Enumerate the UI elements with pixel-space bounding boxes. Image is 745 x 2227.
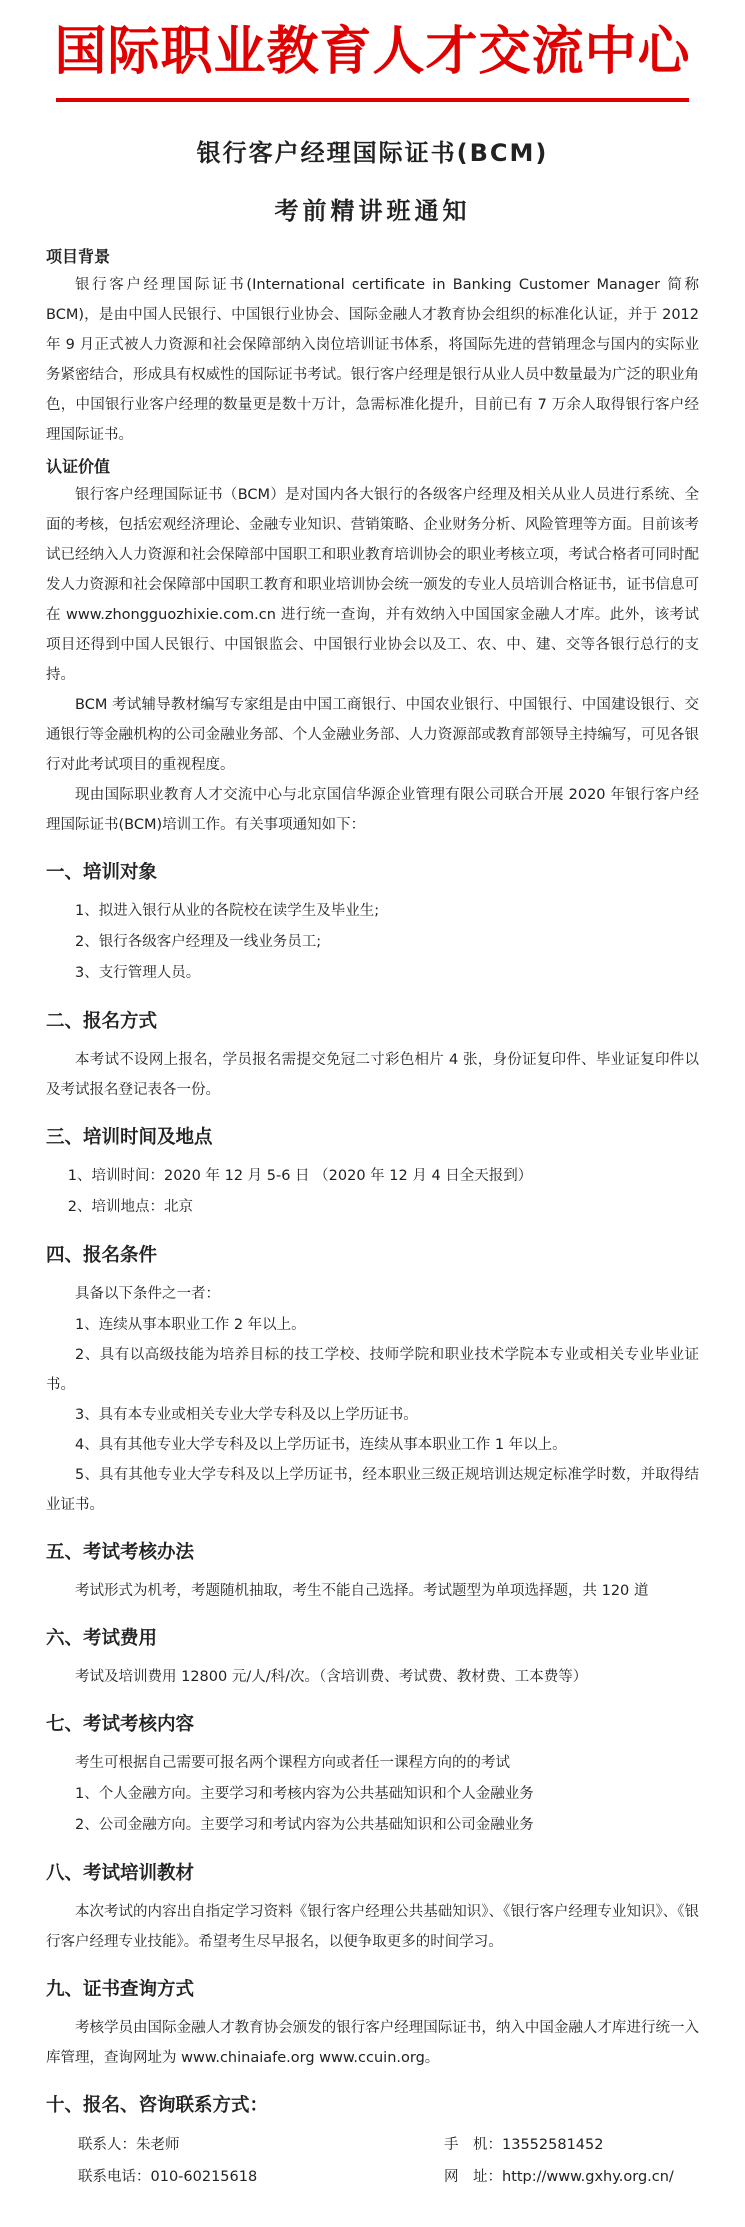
section-3-title: 三、培训时间及地点 — [46, 1127, 213, 1148]
contact-mobile: 手 机：13552581452 — [444, 2137, 604, 2153]
contact-row — [46, 2161, 699, 2193]
list-item: 4、具有其他专业大学专科及以上学历证书，连续从事本职业工作 1 年以上。 — [75, 1437, 567, 1453]
background-text: 银行客户经理国际证书(International certificate in Banking Customer Manager 简称 BCM)，是由中国人民银行、中国银行业协会、国际金融人才教育协会组织的标准化认证，并于 2012 年 9 月正式被人力资源和社会保障部纳入岗位培训证书体系，将国际先进的营销理念与国内的实际业务紧密结合，形成具有权威性的国际证书考试。银行客户经理是银行从业人员中数量最为广泛的职业角色，中国银行业客户经理的数量更是数十万计，急需标准化提升，目前已有 7 万余人取得银行客户经理国际证书。 — [46, 277, 699, 443]
org-banner: 国际职业教育人才交流中心 — [54, 22, 691, 82]
list-item: 3、具有本专业或相关专业大学专科及以上学历证书。 — [75, 1407, 418, 1423]
banner-divider — [56, 98, 689, 102]
list-item: 2、银行各级客户经理及一线业务员工; — [75, 934, 322, 950]
value-label: 认证价值 — [46, 457, 111, 476]
list-item: 1、个人金融方向。主要学习和考核内容为公共基础知识和个人金融业务 — [75, 1786, 534, 1802]
contact-phone: 联系电话：010-60215618 — [78, 2169, 258, 2185]
section-5-text: 考试形式为机考，考题随机抽取，考生不能自己选择。考试题型为单项选择题，共 120 道 — [75, 1583, 649, 1599]
list-item: 3、支行管理人员。 — [75, 965, 201, 981]
notice-title: 银行客户经理国际证书(BCM) — [196, 139, 549, 167]
section-6-text: 考试及培训费用 12800 元/人/科/次。（含培训费、考试费、教材费、工本费等） — [75, 1669, 588, 1685]
section-5-title: 五、考试考核办法 — [46, 1542, 195, 1563]
list-item: 2、公司金融方向。主要学习和考试内容为公共基础知识和公司金融业务 — [75, 1817, 534, 1833]
list-item: 2、培训地点：北京 — [67, 1199, 193, 1215]
section-9-text: 考核学员由国际金融人才教育协会颁发的银行客户经理国际证书，纳入中国金融人才库进行统一入库管理，查询网址为 www.chinaiafe.org www.ccuin.org。 — [46, 2020, 699, 2066]
section-1-title: 一、培训对象 — [46, 862, 158, 883]
section-8-title: 八、考试培训教材 — [46, 1863, 195, 1884]
contact-website-link[interactable]: 网 址：http://www.gxhy.org.cn/ — [444, 2169, 674, 2185]
section-2-title: 二、报名方式 — [46, 1011, 158, 1032]
value-paragraph-2: BCM 考试辅导教材编写专家组是由中国工商银行、中国农业银行、中国银行、中国建设银行、交通银行等金融机构的公司金融业务部、个人金融业务部、人力资源部或教育部领导主持编写，可见各银行对此考试项目的重视程度。 — [46, 697, 699, 773]
section-7-intro: 考生可根据自己需要可报名两个课程方向或者任一课程方向的的考试 — [75, 1755, 510, 1771]
section-6-title: 六、考试费用 — [46, 1628, 158, 1649]
value-paragraph-1: 银行客户经理国际证书（BCM）是对国内各大银行的各级客户经理及相关从业人员进行系统、全面的考核，包括宏观经济理论、金融专业知识、营销策略、企业财务分析、风险管理等方面。目前该考试已经纳入人力资源和社会保障部中国职工和职业教育培训协会的职业考核立项，考试合格者可同时配发人力资源和社会保障部中国职工教育和职业培训协会统一颁发的专业人员培训合格证书，证书信息可在 www.zhongguozhixie.com.cn 进行统一查询，并有效纳入中国国家金融人才库。此外，该考试项目还得到中国人民银行、中国银监会、中国银行业协会以及工、农、中、建、交等各银行总行的支持。 — [46, 487, 699, 683]
section-10-title: 十、报名、咨询联系方式： — [46, 2095, 269, 2116]
section-4-title: 四、报名条件 — [46, 1245, 158, 1266]
section-2-text: 本考试不设网上报名，学员报名需提交免冠二寸彩色相片 4 张，身份证复印件、毕业证复印件以及考试报名登记表各一份。 — [46, 1052, 699, 1098]
section-8-text: 本次考试的内容出自指定学习资料《银行客户经理公共基础知识》、《银行客户经理专业知识》、《银行客户经理专业技能》。希望考生尽早报名，以便争取更多的时间学习。 — [46, 1904, 699, 1950]
section-9-title: 九、证书查询方式 — [46, 1979, 195, 2000]
list-item: 2、具有以高级技能为培养目标的技工学校、技师学院和职业技术学院本专业或相关专业毕业证书。 — [46, 1347, 699, 1393]
section-4-intro: 具备以下条件之一者： — [75, 1286, 220, 1302]
section-7-title: 七、考试考核内容 — [46, 1714, 195, 1735]
notice-subtitle: 考前精讲班通知 — [274, 197, 471, 225]
contact-row — [46, 2129, 699, 2161]
list-item: 1、拟进入银行从业的各院校在读学生及毕业生; — [75, 903, 380, 919]
contact-person: 联系人：朱老师 — [78, 2137, 180, 2153]
list-item: 1、连续从事本职业工作 2 年以上。 — [75, 1317, 306, 1333]
background-label: 项目背景 — [46, 247, 111, 266]
value-paragraph-3: 现由国际职业教育人才交流中心与北京国信华源企业管理有限公司联合开展 2020 年银行客户经理国际证书(BCM)培训工作。有关事项通知如下： — [46, 787, 699, 833]
list-item: 1、培训时间：2020 年 12 月 5-6 日 （2020 年 12 月 4 日全天报到） — [67, 1168, 533, 1184]
list-item: 5、具有其他专业大学专科及以上学历证书，经本职业三级正规培训达规定标准学时数，并取得结业证书。 — [46, 1467, 699, 1513]
